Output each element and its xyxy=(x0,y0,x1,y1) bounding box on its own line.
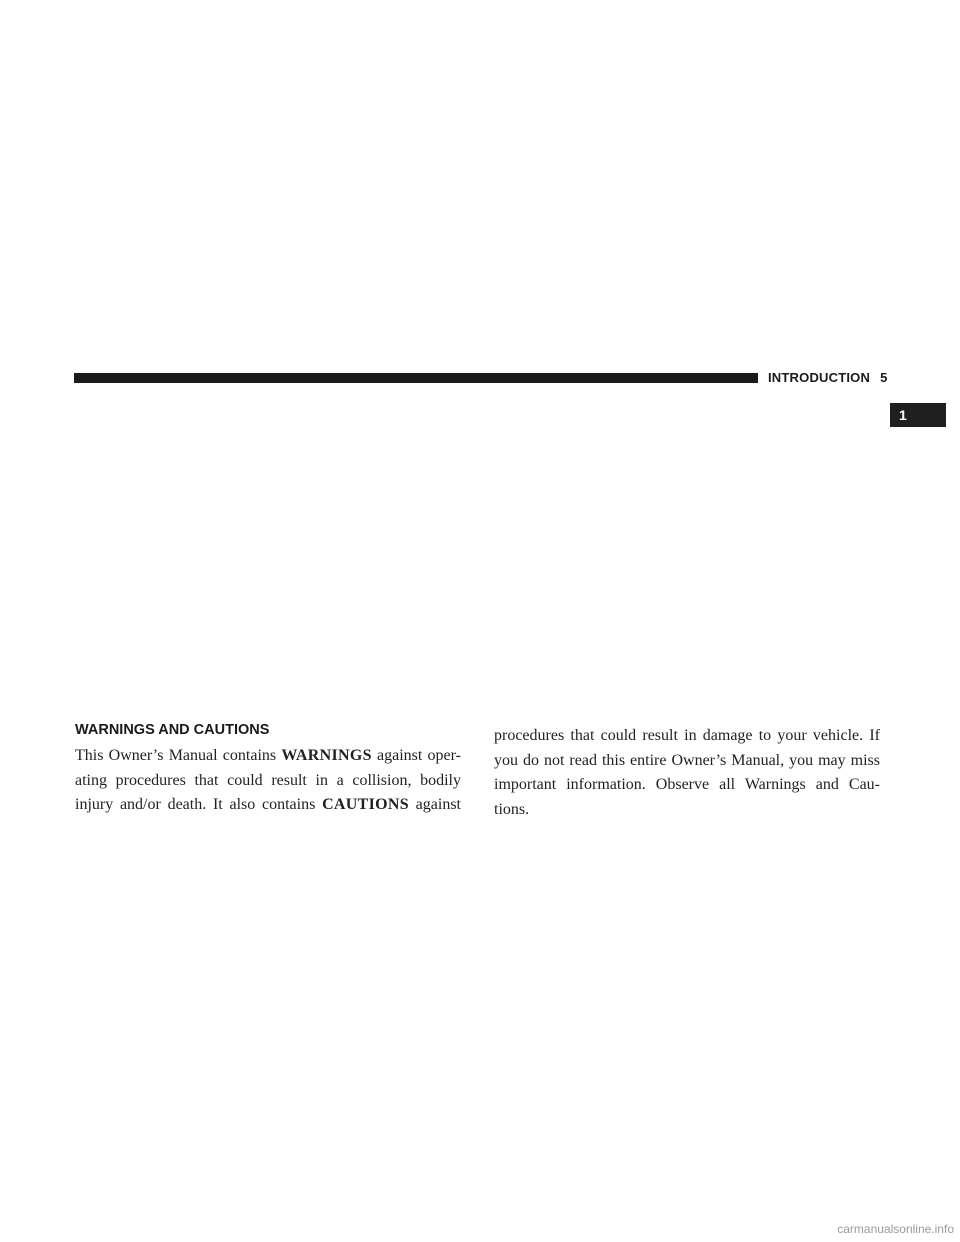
body-line: procedures that could result in damage to your vehicle. If xyxy=(494,727,880,744)
chapter-tab[interactable]: 1 xyxy=(890,403,946,427)
header-rule xyxy=(74,373,758,383)
cautions-term: CAUTIONS xyxy=(322,796,409,813)
page-number: 5 xyxy=(880,370,888,385)
body-text-left-column xyxy=(75,744,461,818)
warnings-term: WARNINGS xyxy=(281,747,372,764)
body-line: This Owner’s Manual contains WARNINGS against oper- xyxy=(75,747,461,764)
section-heading: WARNINGS AND CAUTIONS xyxy=(75,722,270,738)
body-text-right-column xyxy=(494,724,880,822)
body-line: injury and/or death. It also contains CAUTIONS against xyxy=(75,796,461,813)
running-header xyxy=(768,369,888,387)
watermark-link[interactable]: carmanualsonline.info xyxy=(837,1222,954,1236)
body-line: important information. Observe all Warnings and Cau- xyxy=(494,776,880,793)
running-header-section: INTRODUCTION xyxy=(768,370,871,385)
body-line: tions. xyxy=(494,800,530,818)
body-line: you do not read this entire Owner’s Manual, you may miss xyxy=(494,751,880,769)
body-line: ating procedures that could result in a collision, bodily xyxy=(75,771,461,789)
